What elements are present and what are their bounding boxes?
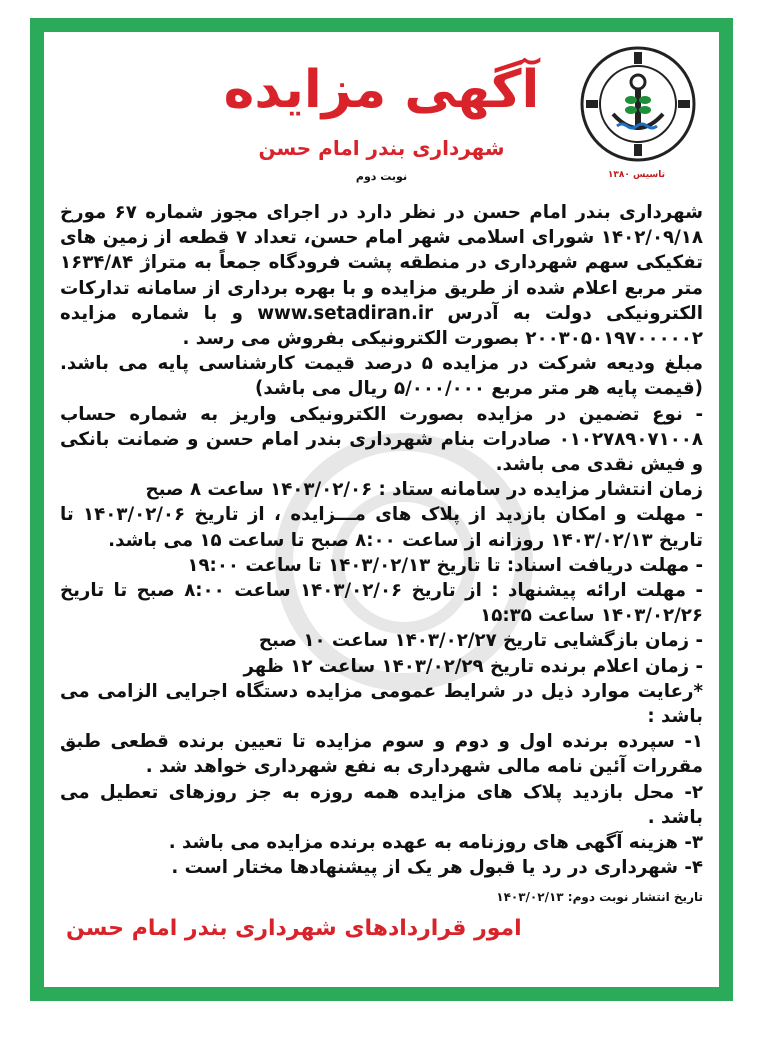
- publish-round: نوبت دوم: [355, 170, 408, 183]
- docs-deadline: - مهلت دریافت اسناد: تا تاریخ ۱۴۰۳/۰۲/۱۳ تا ساعت ۱۹:۰۰: [187, 554, 703, 576]
- logo-year: تاسیس ۱۳۸۰: [607, 170, 665, 180]
- condition-item: ۲- محل بازدید پلاک های مزایده همه روزه به جز روزهای تعطیل می باشد .: [60, 781, 703, 828]
- green-frame: [30, 18, 733, 1001]
- deposit-paragraph: مبلغ ودیعه شرکت در مزایده ۵ درصد قیمت کارشناسی پایه می باشد.(قیمت پایه هر متر مربع ۵/۰۰۰/۰۰۰ ریال می باشد): [60, 353, 704, 400]
- page-title: آگهی مزایده: [223, 60, 540, 120]
- header: [60, 42, 703, 192]
- offer-deadline: - مهلت ارائه پیشنهاد : از تاریخ ۱۴۰۳/۰۲/۰۶ ساعت ۸:۰۰ صبح تا تاریخ ۱۴۰۳/۰۲/۲۶ ساعت ۱۵:۳۵: [60, 580, 703, 627]
- conditions-intro: *رعایت موارد ذیل در شرایط عمومی مزایده دستگاه اجرایی الزامی می باشد :: [60, 680, 703, 728]
- publish-time: زمان انتشار مزایده در سامانه ستاد : ۱۴۰۳/۰۲/۰۶ ساعت ۸ صبح: [145, 479, 703, 501]
- second-publish-date: تاریخ انتشار نوبت دوم: ۱۴۰۳/۰۲/۱۳: [496, 890, 703, 905]
- visit-deadline: - مهلت و امکان بازدید از پلاک های مـــزایده ، از تاریخ ۱۴۰۳/۰۲/۰۶ تا تاریخ ۱۴۰۳/۰۲/۱۳ روزانه از ساعت ۸:۰۰ صبح تا ساعت ۱۵ می باشد.: [60, 504, 703, 551]
- opening-time: - زمان بازگشایی تاریخ ۱۴۰۳/۰۲/۲۷ ساعت ۱۰ صبح: [258, 630, 703, 652]
- guarantee-paragraph: - نوع تضمین در مزایده بصورت الکترونیکی واریز به شماره حساب ۰۱۰۲۷۸۹۰۷۱۰۰۸ صادرات بنام شهرداری بندر امام حسن و ضمانت بانکی و فیش نقدی می باشد.: [60, 403, 703, 476]
- condition-item: ۴- شهرداری در رد یا قبول هر یک از پیشنهادها مختار است .: [171, 857, 703, 879]
- page-subtitle: شهرداری بندر امام حسن: [258, 136, 505, 160]
- winner-time: - زمان اعلام برنده تاریخ ۱۴۰۳/۰۲/۲۹ ساعت ۱۲ ظهر: [243, 655, 703, 677]
- intro-paragraph: شهرداری بندر امام حسن در نظر دارد در اجرای مجوز شماره ۶۷ مورخ ۱۴۰۲/۰۹/۱۸ شورای اسلامی شهر امام حسن، تعداد ۷ قطعه از زمین های تفکیکی سهم شهرداری در منطقه پشت فرودگاه جمعاً به متراژ ۱۶۳۴/۸۴ متر مربع اعلام شده از طریق مزایده و با بهره برداری از سامانه تدارکات الکترونیکی دولت به آدرس www.setadiran.ir و با شماره مزایده ۲۰۰۳۰۵۰۱۹۷۰۰۰۰۰۲ بصورت الکترونیکی بفروش می رسد .: [60, 202, 704, 350]
- announcement-body: [60, 200, 703, 880]
- condition-item: ۳- هزینه آگهی های روزنامه به عهده برنده مزایده می باشد .: [168, 832, 703, 854]
- announcement-paper: [44, 32, 719, 987]
- signature: امور قراردادهای شهرداری بندر امام حسن: [66, 916, 522, 942]
- condition-item: ۱- سپرده برنده اول و دوم و سوم مزایده تا تعیین برنده قطعی طبق مقررات آئین نامه مالی شهرداری به نفع شهرداری خواهد شد .: [60, 731, 703, 778]
